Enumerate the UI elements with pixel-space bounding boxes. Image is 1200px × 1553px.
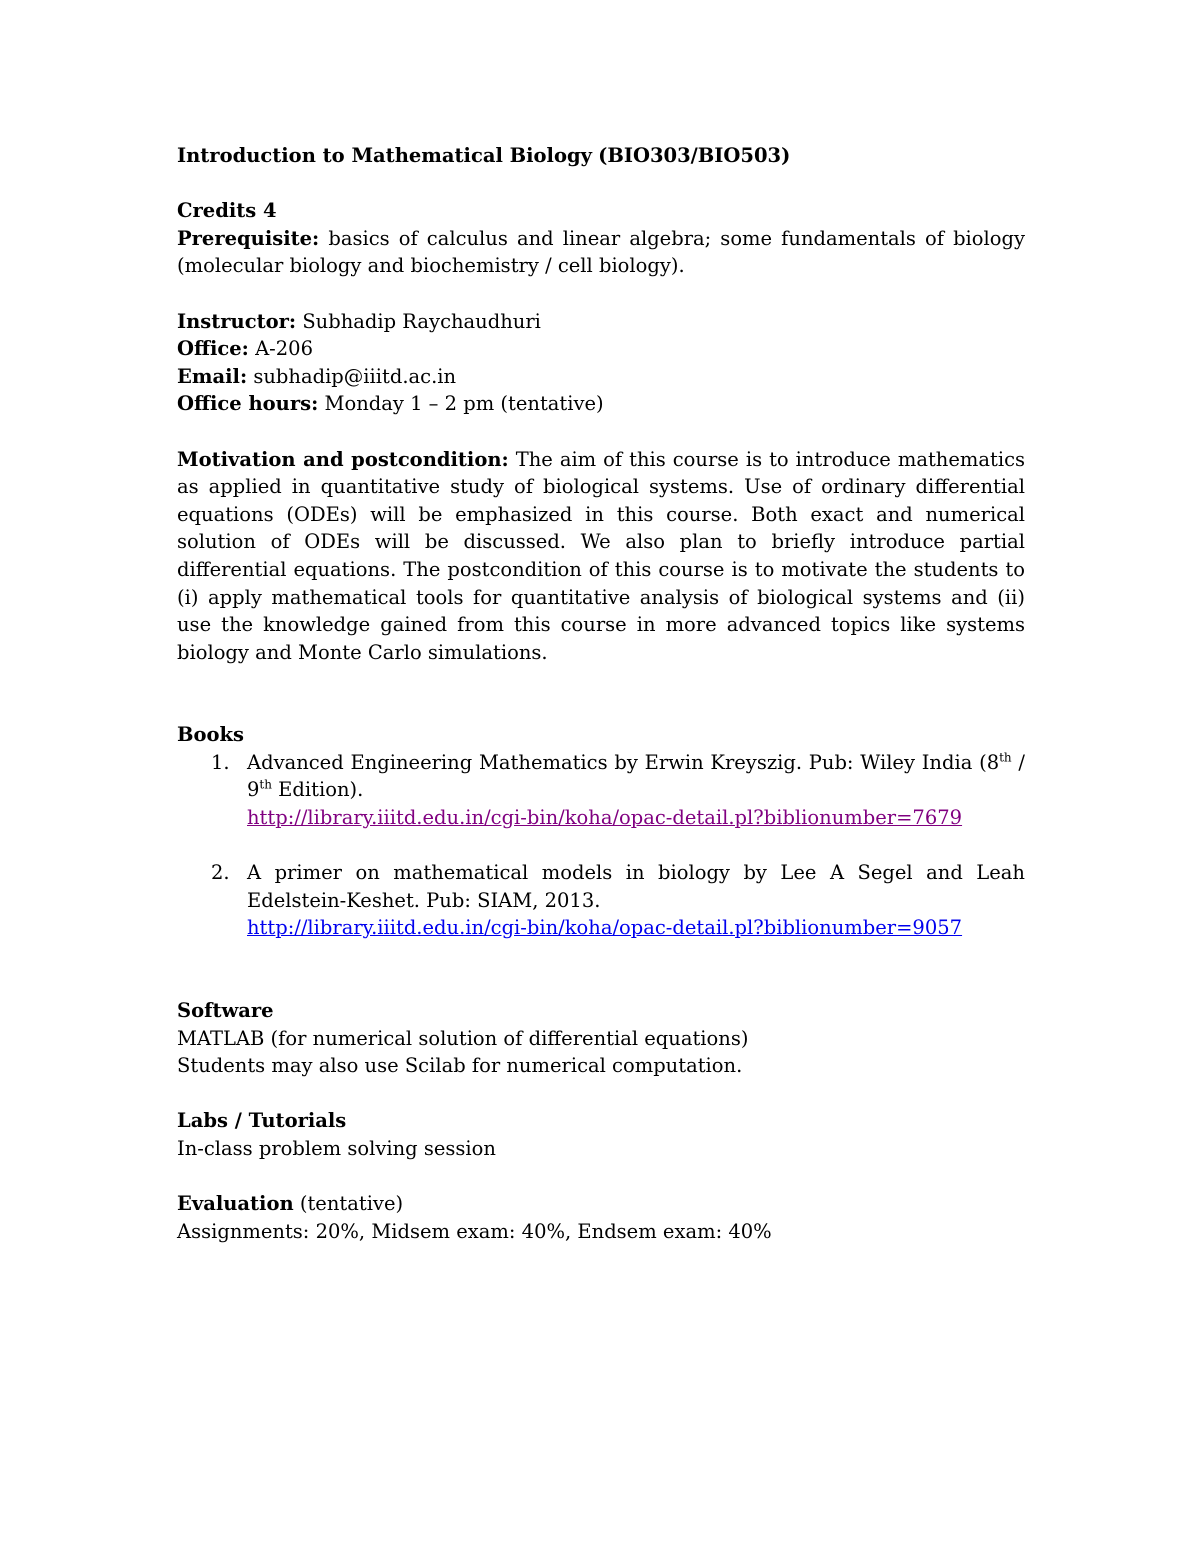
instructor-row [177,308,1025,336]
office-hours-label: Office hours: [177,392,319,416]
office-hours-row [177,390,1025,418]
email-label: Email: [177,364,248,388]
prerequisite-text: basics of calculus and linear algebra; some fundamentals of biology (molecular biology and biochemistry / cell biology). [177,226,1026,278]
evaluation-text: Assignments: 20%, Midsem exam: 40%, Endsem exam: 40% [177,1219,772,1243]
evaluation-note: (tentative) [299,1192,404,1216]
syllabus-document [177,142,1025,1245]
office-hours-value: Monday 1 – 2 pm (tentative) [324,392,604,416]
book-number: 2. [211,861,230,885]
book-item [177,749,1025,832]
course-title-line [177,142,1025,170]
instructor-label: Instructor: [177,309,297,333]
office-row [177,335,1025,363]
course-code: (BIO303/BIO503) [598,144,791,167]
evaluation-title: Evaluation [177,1192,294,1216]
motivation-text: The aim of this course is to introduce mathematics as applied in quantitative study of biological systems. Use of ordinary differential equations (ODEs) will be emphasized in this course. Both exact and numerical solution of ODEs will be discussed. We also plan to briefly introduce partial differential equations. The postcondition of this course is to motivate the students to (i) apply mathematical tools for quantitative analysis of biological systems and (ii) use the knowledge gained from this course in more advanced topics like systems biology and Monte Carlo simulations. [177,447,1025,664]
labs-text: In-class problem solving session [177,1137,496,1160]
office-label: Office: [177,337,249,361]
labs-heading: Labs / Tutorials [177,1109,347,1133]
books-list [177,749,1025,942]
prerequisite-label: Prerequisite: [177,226,320,250]
book-description: A primer on mathematical models in biology by Lee A Segel and Leah Edelstein-Keshet. Pub: SIAM, 2013. [247,861,1025,912]
book-description: Advanced Engineering Mathematics by Erwin Kreyszig. Pub: Wiley India (8th / 9th Edition). [247,750,1025,802]
software-line: Students may also use Scilab for numerical computation. [177,1054,743,1078]
software-heading: Software [177,999,274,1023]
motivation-paragraph [177,446,1025,667]
books-heading: Books [177,723,244,747]
email-value: subhadip@iiitd.ac.in [253,364,457,388]
book-item [177,859,1025,942]
book-link[interactable]: http://library.iiitd.edu.in/cgi-bin/koha/opac-detail.pl?biblionumber=7679 [247,806,963,830]
instructor-name: Subhadip Raychaudhuri [302,309,541,333]
email-row [177,363,1025,391]
course-title: Introduction to Mathematical Biology [177,144,592,167]
prerequisite [177,225,1025,280]
book-number: 1. [211,750,230,774]
office-value: A-206 [255,337,313,361]
book-link[interactable]: http://library.iiitd.edu.in/cgi-bin/koha/opac-detail.pl?biblionumber=9057 [247,916,963,940]
software-line: MATLAB (for numerical solution of differential equations) [177,1026,749,1050]
evaluation-heading [177,1190,1025,1218]
credits: Credits 4 [177,199,277,223]
motivation-label: Motivation and postcondition: [177,447,509,471]
